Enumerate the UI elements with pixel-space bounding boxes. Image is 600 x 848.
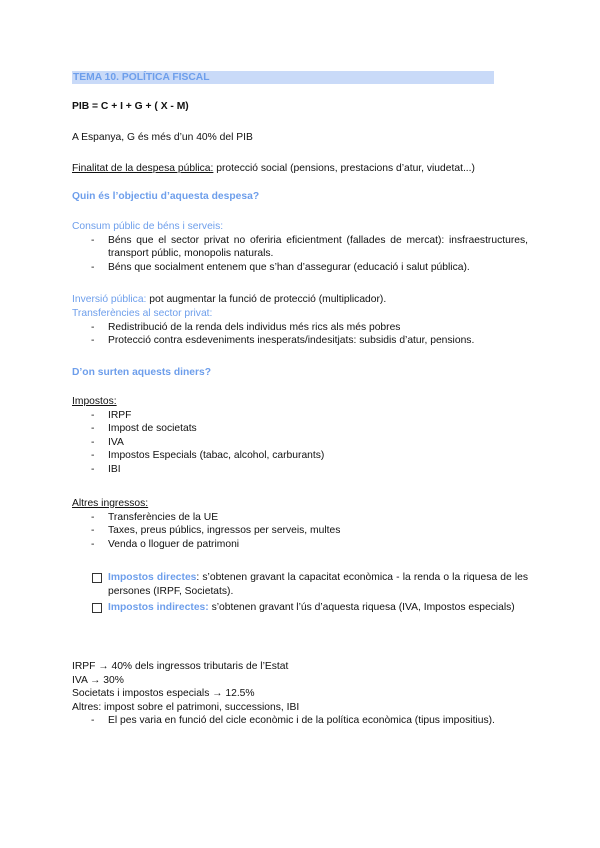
transferencies-section (72, 307, 528, 348)
list-item-text: IRPF (108, 409, 132, 421)
inversio-line (72, 293, 528, 307)
altres-section (72, 497, 528, 551)
finalitat-line (72, 162, 528, 176)
list-item-text: Protecció contra esdeveniments inesperats/indesitjats: subsidis d’atur, pensions. (108, 335, 475, 346)
stat-iva: IVA → 30% (72, 674, 124, 686)
checkbox[interactable] (92, 603, 102, 613)
consum-section (72, 220, 528, 274)
dash-bullet: - (91, 234, 95, 246)
stat-altres: Altres: impost sobre el patrimoni, successions, IBI (72, 701, 300, 713)
impostos-label: Impostos: (72, 396, 117, 407)
dash-bullet: - (91, 335, 95, 346)
list-item (72, 422, 528, 436)
transferencies-list (72, 321, 528, 348)
list-item-text: IBI (108, 463, 121, 475)
list-item-text: Impostos Especials (tabac, alcohol, carburants) (108, 450, 325, 461)
list-item-text: Redistribució de la renda dels individus més rics als més pobres (108, 321, 401, 333)
list-item (72, 538, 528, 552)
list-item (72, 436, 528, 450)
list-item-text: Impost de societats (108, 423, 197, 434)
dash-bullet: - (91, 538, 95, 550)
list-item (72, 409, 528, 423)
list-item (72, 463, 528, 477)
dash-bullet: - (91, 525, 95, 536)
stat-irpf: IRPF → 40% dels ingressos tributaris de l’Estat (72, 661, 289, 672)
inversio-text: pot augmentar la funció de protecció (multiplicador). (146, 294, 387, 305)
checklist-text: s’obtenen gravant l’ús d’aquesta riquesa (IVA, Impostos especials) (208, 602, 515, 613)
list-item-text: El pes varia en funció del cicle econòmic i de la política econòmica (tipus impositius). (108, 715, 495, 726)
stats-section (72, 660, 528, 728)
spain-g-note: A Espanya, G és més d’un 40% del PIB (72, 132, 253, 143)
dash-bullet: - (91, 321, 95, 333)
finalitat-text: protecció social (pensions, prestacions d’atur, viudetat...) (213, 163, 475, 174)
consum-list (72, 234, 528, 275)
list-item (72, 449, 528, 463)
checklist-label: Impostos indirectes: (108, 602, 209, 613)
list-item-text: Béns que el sector privat no oferiria eficientment (fallades de mercat): insfraestructures, transport públic, monopolis naturals. (108, 234, 528, 259)
list-item-text: Transferències de la UE (108, 511, 219, 523)
list-item (72, 714, 528, 728)
dash-bullet: - (91, 463, 95, 475)
list-item (72, 334, 528, 348)
altres-list (72, 511, 528, 552)
list-item-text: Taxes, preus públics, ingressos per serveis, multes (108, 525, 341, 536)
checklist-item-indirectes (72, 601, 528, 615)
checkbox[interactable] (92, 573, 102, 583)
dash-bullet: - (91, 261, 95, 273)
transferencies-label: Transferències al sector privat: (72, 308, 213, 319)
tax-type-checklist (72, 571, 528, 617)
list-item-text: Béns que socialment entenem que s’han d’assegurar (educació i salut pública). (108, 261, 470, 273)
checklist-text: : s’obtenen gravant la capacitat econòmica - la renda o la riquesa de les persones (IRPF, Societats). (108, 572, 529, 597)
dash-bullet: - (91, 436, 95, 448)
page-title: TEMA 10. POLÍTICA FISCAL (72, 71, 494, 84)
inversio-label: Inversió pública: (72, 294, 147, 305)
stat-societats: Societats i impostos especials → 12.5% (72, 688, 255, 699)
impostos-section (72, 395, 528, 476)
list-item (72, 321, 528, 335)
stats-list (72, 714, 528, 728)
dash-bullet: - (91, 715, 95, 726)
checklist-item-directes (72, 571, 528, 599)
list-item (72, 234, 528, 261)
dash-bullet: - (91, 423, 95, 434)
consum-label: Consum públic de béns i serveis: (72, 221, 224, 232)
dash-bullet: - (91, 450, 95, 461)
checklist-label: Impostos directes (108, 572, 197, 583)
impostos-list (72, 409, 528, 477)
list-item-text: Venda o lloguer de patrimoni (108, 538, 240, 550)
finalitat-label: Finalitat de la despesa pública: (72, 163, 214, 174)
list-item (72, 261, 528, 275)
list-item (72, 511, 528, 525)
altres-label: Altres ingressos: (72, 498, 149, 509)
gdp-formula: PIB = C + I + G + ( X - M) (72, 101, 189, 112)
question-objectiu: Quin és l’objectiu d’aquesta despesa? (72, 191, 260, 202)
list-item (72, 524, 528, 538)
dash-bullet: - (91, 409, 95, 421)
list-item-text: IVA (108, 436, 124, 448)
dash-bullet: - (91, 511, 95, 523)
question-diners: D’on surten aquests diners? (72, 367, 212, 378)
